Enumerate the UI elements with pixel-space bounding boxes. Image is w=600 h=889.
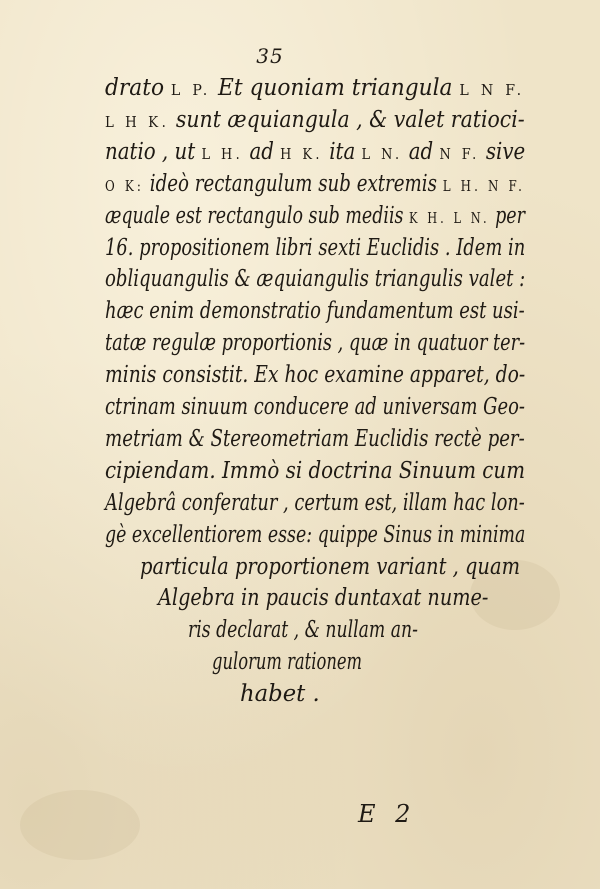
text-line — [158, 582, 488, 614]
text-line — [105, 168, 525, 200]
catchword: E 2 — [358, 800, 417, 828]
text-line — [105, 327, 525, 359]
text-line — [240, 678, 320, 710]
text-run: drato — [105, 75, 171, 101]
point-label: L N F. — [459, 81, 525, 99]
point-label: L P. — [170, 81, 212, 99]
text-run: Algebra in paucis duntaxat nume- — [158, 585, 489, 612]
text-run: ris declarat , & nullam an- — [188, 617, 418, 644]
page-number: 35 — [256, 44, 284, 68]
text-run: 16. propositionem libri sexti Euclidis . Idem in — [105, 234, 526, 261]
point-label: L H K. — [105, 112, 170, 131]
text-run: minis consistit. Ex hoc examine apparet, do- — [105, 362, 526, 389]
text-line — [105, 263, 525, 295]
text-line — [105, 455, 525, 487]
point-label: H K. — [280, 144, 323, 163]
text-run: ideò rectangulum sub extremis — [144, 170, 443, 197]
text-run: natio , ut — [105, 138, 202, 165]
text-run: Et quoniam triangula — [211, 75, 460, 101]
text-run: particula proportionem variant , quam — [140, 553, 521, 580]
text-run: gè excellentiorem esse: quippe Sinus in minima — [105, 521, 526, 548]
text-run: ita — [322, 138, 362, 165]
text-line — [105, 200, 525, 232]
text-line — [105, 72, 525, 104]
text-run: ad — [243, 138, 281, 165]
text-run: ctrinam sinuum conducere ad universam Geo- — [105, 394, 525, 420]
text-run: sive — [479, 138, 526, 165]
text-line — [105, 295, 525, 327]
text-run: sunt æquiangula , & valet ratioci- — [169, 106, 525, 133]
text-line — [105, 136, 525, 168]
point-label: L N. — [361, 144, 403, 163]
text-run: tatæ regulæ proportionis , quæ in quatuor ter- — [105, 330, 526, 357]
text-run: æquale est rectangulo sub mediis — [105, 202, 410, 229]
point-label: N F. — [439, 144, 480, 163]
text-line — [105, 487, 525, 519]
text-line — [105, 519, 525, 551]
text-line — [212, 646, 362, 678]
text-run: metriam & Stereometriam Euclidis rectè per- — [105, 425, 525, 452]
text-run: gulorum rationem — [212, 649, 363, 676]
point-label: K H. L N. — [409, 208, 490, 227]
text-run: obliquangulis & æquiangulis triangulis valet : — [105, 266, 526, 293]
point-label: L H. N F. — [442, 176, 526, 195]
text-run: per — [489, 202, 525, 229]
text-run: cipiendam. Immò si doctrina Sinuum cum — [105, 457, 525, 484]
point-label: O K: — [105, 176, 145, 195]
text-line — [105, 104, 525, 136]
text-line — [105, 232, 525, 264]
text-run: Algebrâ conferatur , certum est, illam hac lon- — [105, 489, 525, 516]
text-line — [105, 359, 525, 391]
text-run: ad — [402, 138, 440, 165]
text-line — [188, 614, 418, 646]
text-line — [105, 391, 525, 423]
text-line — [105, 423, 525, 455]
paper-stain — [20, 790, 140, 860]
text-run: habet . — [240, 681, 320, 708]
point-label: L H. — [201, 144, 244, 163]
text-run: hæc enim demonstratio fundamentum est usi- — [105, 298, 525, 325]
text-line — [140, 551, 520, 583]
